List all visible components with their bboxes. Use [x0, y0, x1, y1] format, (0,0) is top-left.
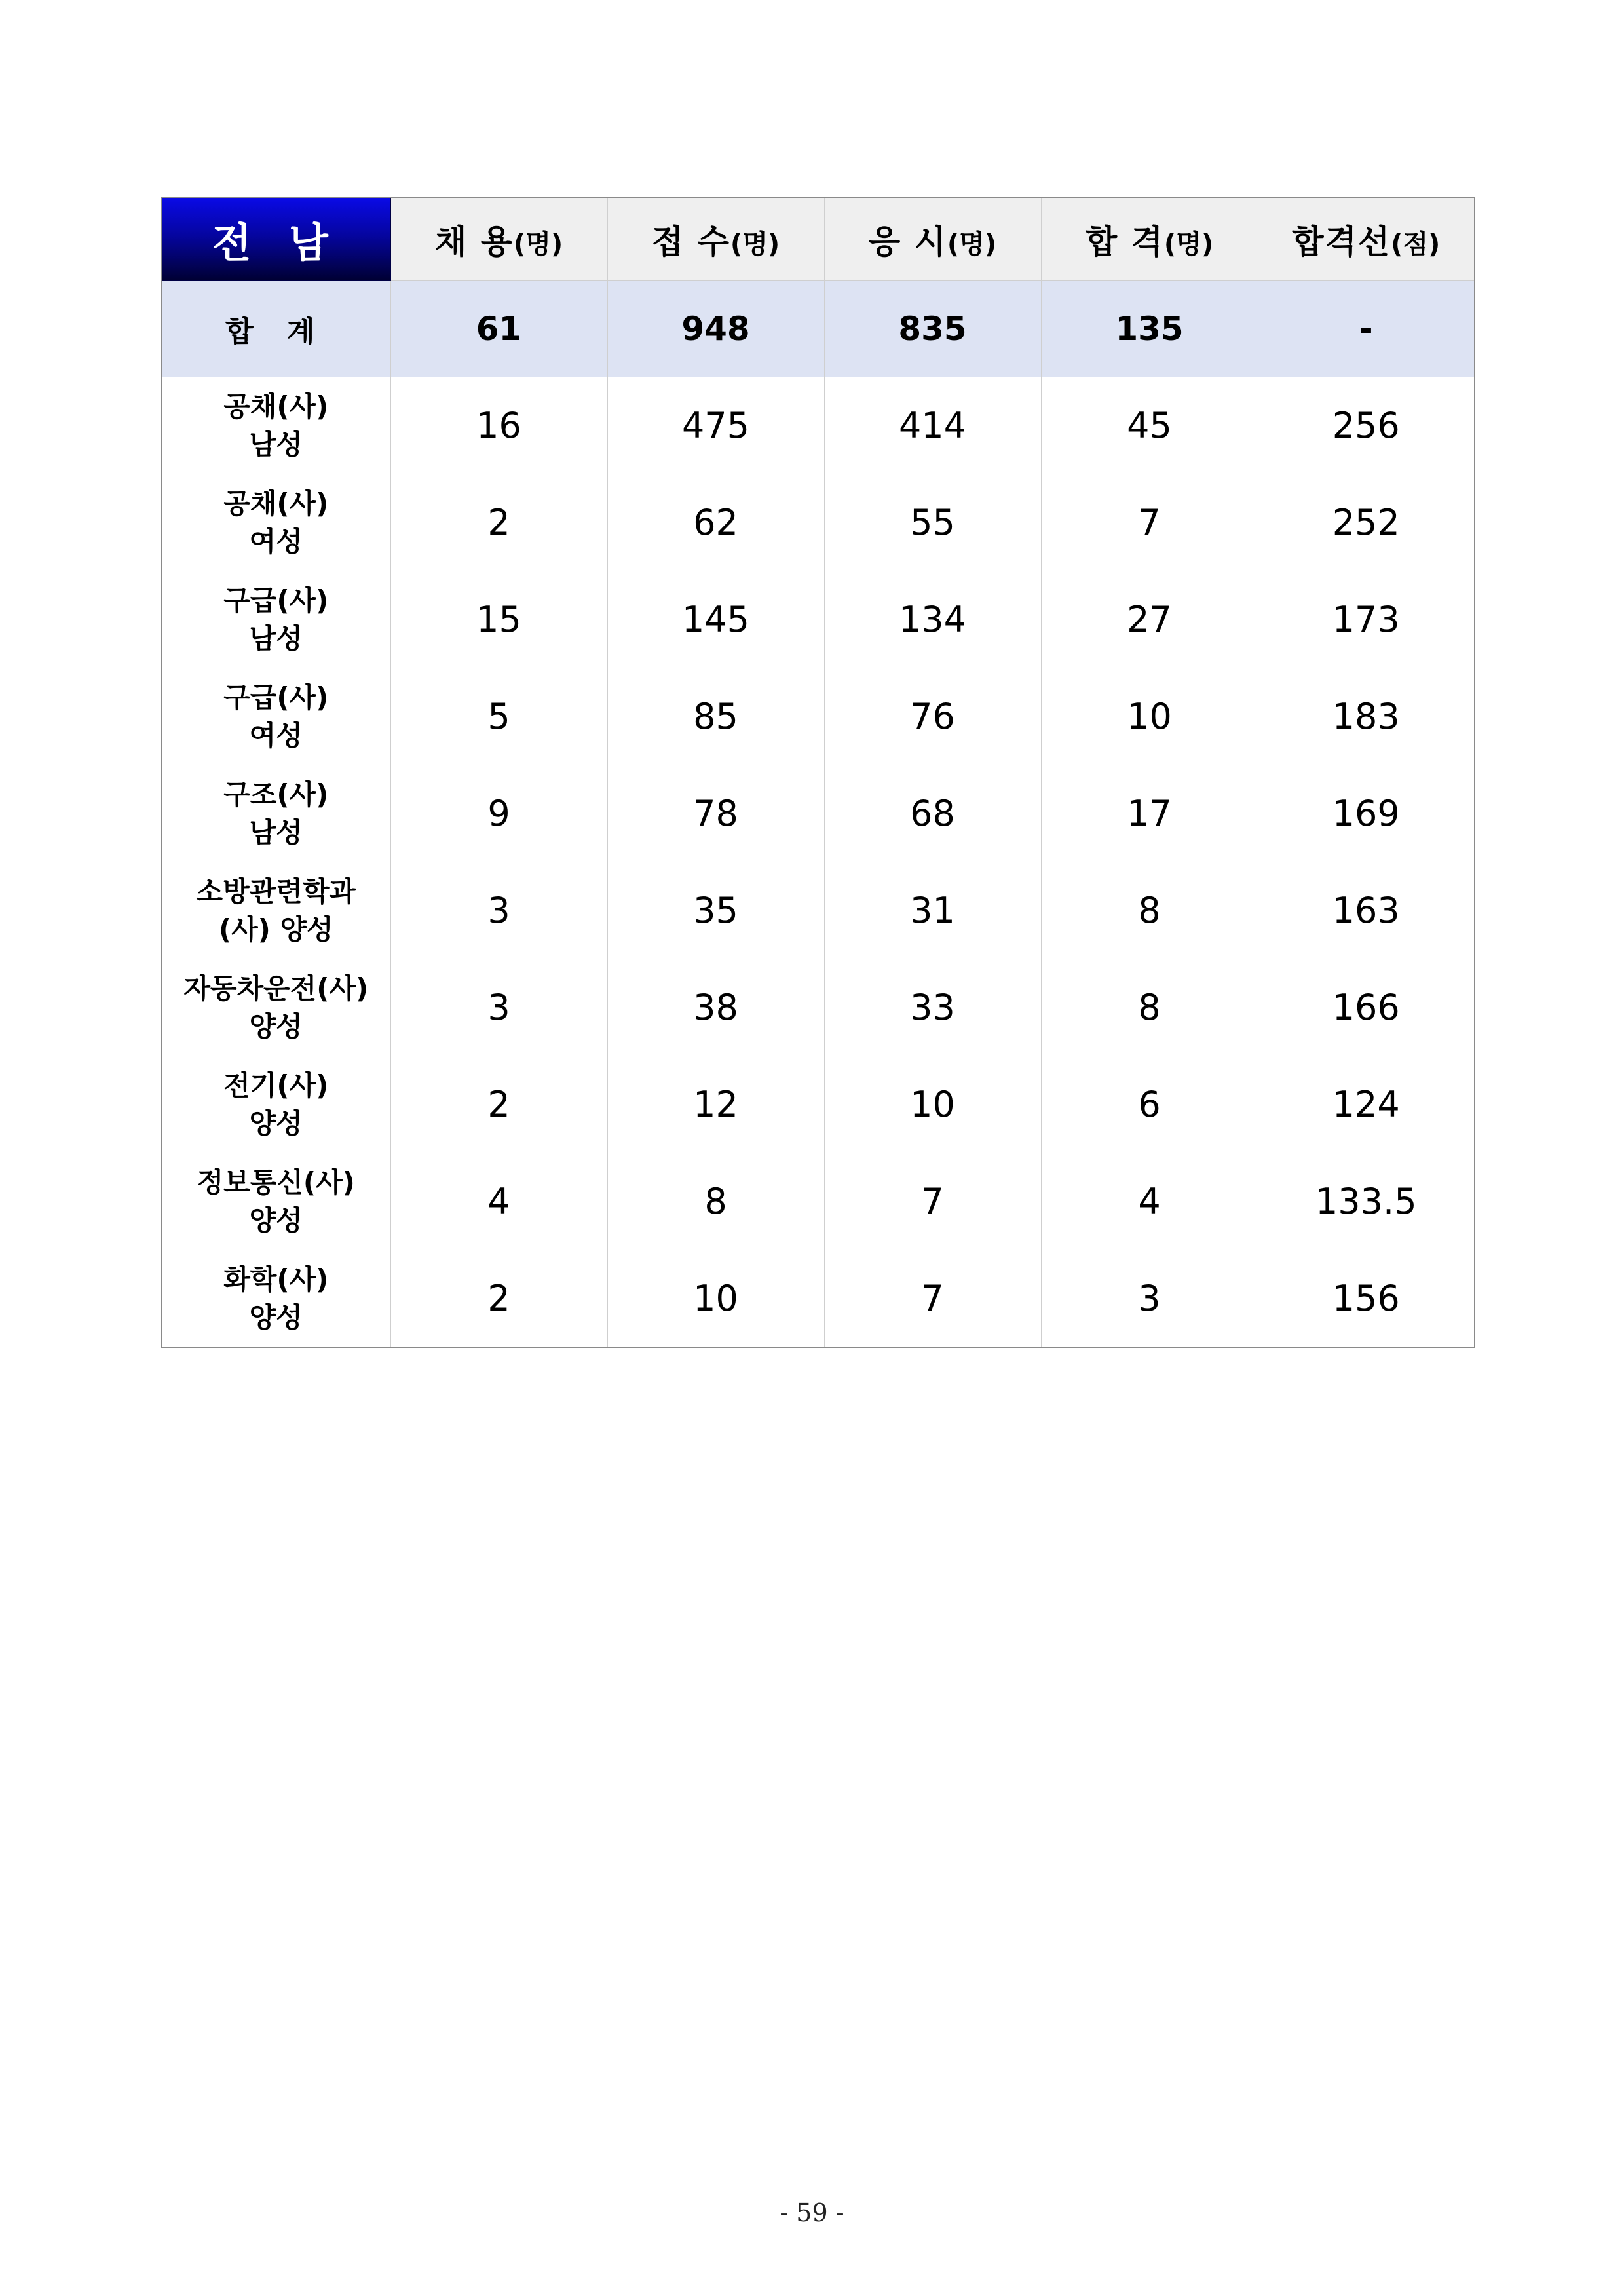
- table-cell: 33: [824, 959, 1041, 1056]
- table-cell: 9: [390, 765, 607, 862]
- table-cell: 166: [1258, 959, 1475, 1056]
- table-row: [161, 862, 1475, 959]
- column-header-unit: (점): [1391, 229, 1441, 259]
- column-header-label: 응 시: [868, 223, 947, 261]
- table-cell: 2: [390, 474, 607, 571]
- total-cell: 135: [1041, 281, 1258, 377]
- table-row: [161, 1153, 1475, 1250]
- table-cell: 133.5: [1258, 1153, 1475, 1250]
- table-cell: 17: [1041, 765, 1258, 862]
- table-cell: 3: [390, 862, 607, 959]
- table-cell: 156: [1258, 1250, 1475, 1348]
- total-cell: 61: [390, 281, 607, 377]
- table-cell: 55: [824, 474, 1041, 571]
- table-cell: 124: [1258, 1056, 1475, 1153]
- row-label-line1: 화학(사): [223, 1263, 329, 1295]
- row-label: [161, 1250, 390, 1348]
- table-cell: 8: [1041, 959, 1258, 1056]
- table-row: [161, 1056, 1475, 1153]
- total-row: [161, 281, 1475, 377]
- table-row: [161, 377, 1475, 474]
- row-label: [161, 862, 390, 959]
- column-header-label: 채 용: [434, 223, 514, 261]
- row-label: [161, 377, 390, 474]
- row-label: [161, 474, 390, 571]
- table-cell: 35: [607, 862, 824, 959]
- row-label-line2: 양성: [249, 1301, 303, 1333]
- row-label-line2: 양성: [249, 1107, 303, 1139]
- row-label: [161, 1056, 390, 1153]
- row-label-line2: (사) 양성: [218, 913, 333, 946]
- table-cell: 7: [824, 1250, 1041, 1348]
- table-cell: 38: [607, 959, 824, 1056]
- table-cell: 68: [824, 765, 1041, 862]
- table-cell: 414: [824, 377, 1041, 474]
- table-cell: 2: [390, 1250, 607, 1348]
- table-cell: 62: [607, 474, 824, 571]
- column-header-unit: (명): [947, 229, 997, 259]
- table-cell: 173: [1258, 571, 1475, 668]
- table-cell: 4: [390, 1153, 607, 1250]
- column-header-hired: [390, 197, 607, 281]
- table-cell: 45: [1041, 377, 1258, 474]
- row-label-line2: 양성: [249, 1010, 303, 1043]
- table-cell: 16: [390, 377, 607, 474]
- table-cell: 7: [824, 1153, 1041, 1250]
- column-header-label: 접 수: [651, 223, 730, 261]
- table-cell: 7: [1041, 474, 1258, 571]
- table-cell: 169: [1258, 765, 1475, 862]
- column-header-examined: [824, 197, 1041, 281]
- row-label-line2: 남성: [249, 428, 303, 461]
- total-label: 합 계: [161, 281, 390, 377]
- table-cell: 15: [390, 571, 607, 668]
- table-cell: 3: [390, 959, 607, 1056]
- column-header-applied: [607, 197, 824, 281]
- table-cell: 31: [824, 862, 1041, 959]
- column-header-unit: (명): [513, 229, 563, 259]
- table-cell: 5: [390, 668, 607, 765]
- row-label-line1: 구급(사): [223, 681, 329, 714]
- row-label-line2: 남성: [249, 622, 303, 655]
- table-cell: 12: [607, 1056, 824, 1153]
- table-cell: 8: [1041, 862, 1258, 959]
- row-label-line2: 양성: [249, 1204, 303, 1236]
- column-header-passed: [1041, 197, 1258, 281]
- total-cell: -: [1258, 281, 1475, 377]
- column-header-unit: (명): [730, 229, 780, 259]
- row-label: [161, 765, 390, 862]
- table-cell: 85: [607, 668, 824, 765]
- table-cell: 27: [1041, 571, 1258, 668]
- table-cell: 78: [607, 765, 824, 862]
- table-cell: 163: [1258, 862, 1475, 959]
- table-cell: 8: [607, 1153, 824, 1250]
- table-row: [161, 765, 1475, 862]
- row-label-line1: 자동차운전(사): [183, 972, 369, 1004]
- table-cell: 10: [1041, 668, 1258, 765]
- region-header: 전 남: [161, 197, 390, 281]
- table-cell: 145: [607, 571, 824, 668]
- row-label-line1: 구조(사): [223, 778, 329, 811]
- table-row: [161, 571, 1475, 668]
- table-header-row: [161, 197, 1475, 281]
- row-label-line1: 공채(사): [223, 390, 329, 423]
- table-cell: 256: [1258, 377, 1475, 474]
- row-label: [161, 668, 390, 765]
- table-cell: 10: [607, 1250, 824, 1348]
- page-number: - 59 -: [780, 2198, 844, 2227]
- row-label: [161, 571, 390, 668]
- table-cell: 10: [824, 1056, 1041, 1153]
- row-label-line2: 여성: [249, 525, 303, 558]
- table-row: [161, 474, 1475, 571]
- table-cell: 2: [390, 1056, 607, 1153]
- column-header-cutoff: [1258, 197, 1475, 281]
- row-label-line2: 남성: [249, 816, 303, 849]
- table-row: [161, 668, 1475, 765]
- column-header-label: 합격선: [1292, 223, 1391, 261]
- row-label: [161, 1153, 390, 1250]
- table-cell: 134: [824, 571, 1041, 668]
- total-cell: 835: [824, 281, 1041, 377]
- table-cell: 4: [1041, 1153, 1258, 1250]
- column-header-label: 합 격: [1085, 223, 1164, 261]
- column-header-unit: (명): [1163, 229, 1214, 259]
- table-cell: 6: [1041, 1056, 1258, 1153]
- recruitment-results-table: [161, 197, 1475, 1348]
- row-label-line1: 구급(사): [223, 584, 329, 617]
- table-cell: 475: [607, 377, 824, 474]
- table-cell: 76: [824, 668, 1041, 765]
- total-cell: 948: [607, 281, 824, 377]
- row-label-line1: 소방관련학과: [196, 875, 356, 908]
- table-row: [161, 1250, 1475, 1348]
- row-label-line1: 전기(사): [223, 1069, 329, 1101]
- row-label-line1: 정보통신(사): [197, 1166, 355, 1198]
- row-label-line1: 공채(사): [223, 487, 329, 520]
- table-row: [161, 959, 1475, 1056]
- table-cell: 252: [1258, 474, 1475, 571]
- row-label-line2: 여성: [249, 719, 303, 752]
- row-label: [161, 959, 390, 1056]
- table-cell: 183: [1258, 668, 1475, 765]
- table-cell: 3: [1041, 1250, 1258, 1348]
